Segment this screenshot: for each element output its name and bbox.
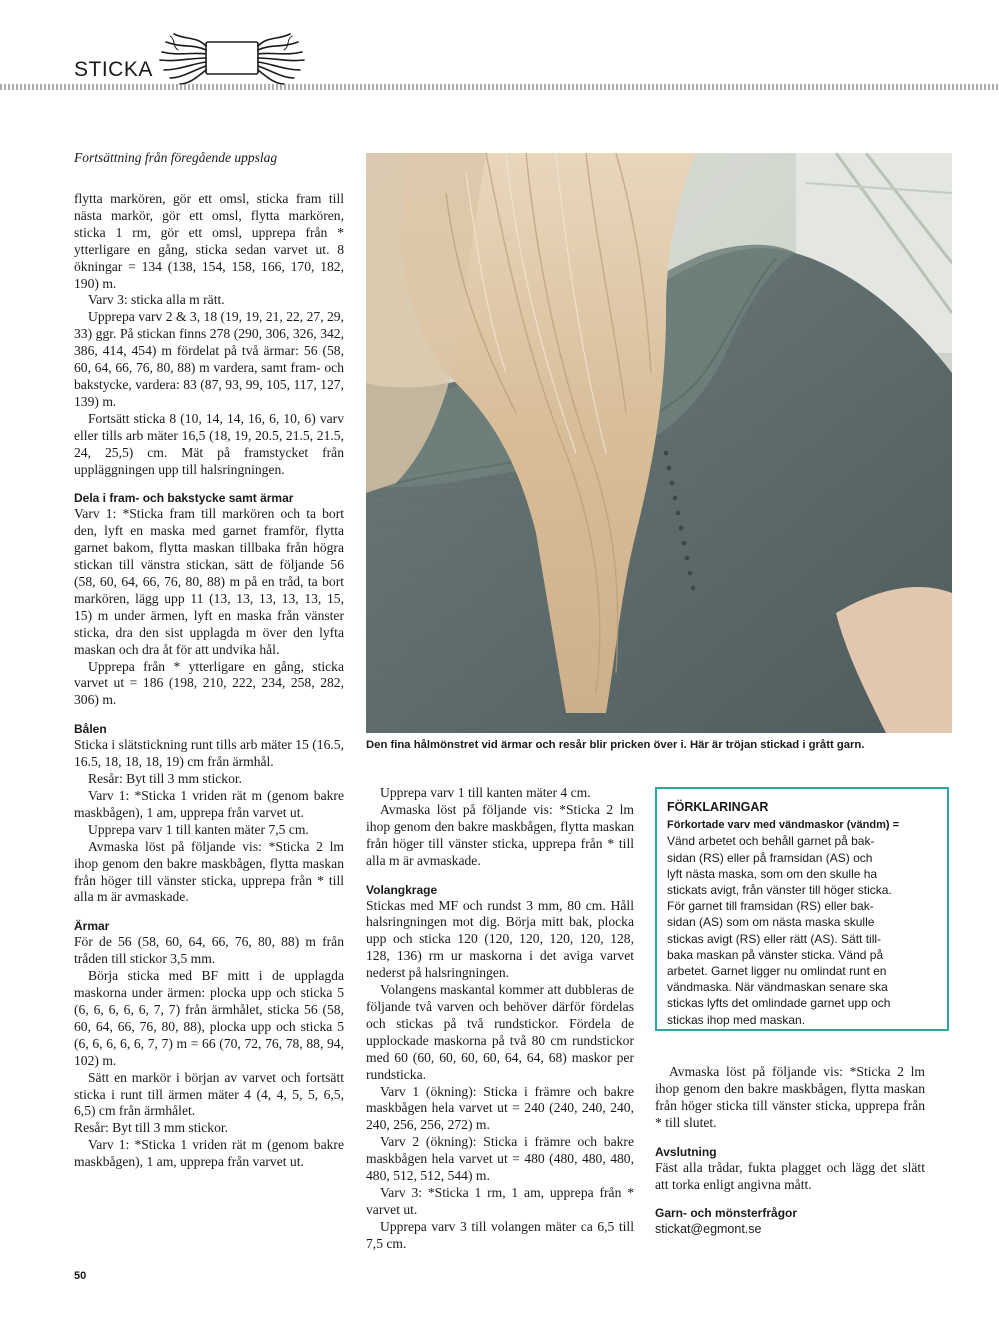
paragraph: Stickas med MF och rundst 3 mm, 80 cm. Håll halsringningen mot dig. Börja mitt bak, plocka upp och sticka 120 (120, 120, 120, 120, 128, 128, 136) rm ur maskorna i det aviga varvet nederst på halsringningen. (366, 897, 634, 981)
paragraph: Varv 3: *Sticka 1 rm, 1 am, upprepa från * varvet ut. (366, 1184, 634, 1217)
box-line: Vänd arbetet och behåll garnet på bak- (667, 834, 875, 849)
paragraph: Sticka i slätstickning runt tills arb mäter 15 (16.5, 16.5, 18, 18, 18, 19) cm från ärmhål. (74, 737, 344, 770)
paragraph: Varv 1: *Sticka 1 vriden rät m (genom bakre maskbågen), 1 am, upprepa från varvet ut. (74, 1137, 344, 1170)
contact-email[interactable]: stickat@egmont.se (655, 1222, 762, 1237)
sweater-photo (366, 153, 952, 733)
paragraph: Fäst alla trådar, fukta plagget och lägg det slätt att torka enligt angivna mått. (655, 1159, 925, 1192)
box-line: baka maskan på vänster sticka. Vänd på (667, 947, 884, 962)
box-line: stickas ihop med maskan. (667, 1012, 806, 1027)
paragraph: Varv 1: *Sticka fram till markören och ta bort den, lyft en maska med garnet framför, flytta garnet bakom, flytta maskan tillbaka från högra stickan till vänstra stickan, sätt de följande 56 (58, 60, 64, 66, 76, 80, 88) m på en tråd, ta bort markören, lägg upp 11 (13, 13, 13, 13, 13, 15, 15) m under ärmen, lyft en maska från vänster sticka, dra den sist upplagda m över den lyfta maskan och dra åt för att undvika hål. (74, 506, 344, 657)
box-line: sidan (AS) som om nästa maska skulle (667, 915, 875, 930)
paragraph: Avmaska löst på följande vis: *Sticka 2 lm ihop genom den bakre maskbågen, flytta maskan från höger sticka till vänster sticka, upprepa från * till slutet. (655, 1064, 925, 1130)
explanations-box (655, 787, 949, 1031)
paragraph: Upprepa varv 3 till volangen mäter ca 6,5 till 7,5 cm. (366, 1218, 634, 1251)
column-right (655, 1064, 925, 1238)
box-line: stickas avigt (RS) eller rätt (AS). Sätt till- (667, 931, 882, 946)
box-line: För garnet till framsidan (RS) eller bak- (667, 899, 874, 914)
paragraph: Varv 1 (ökning): Sticka i främre och bakre maskbågen hela varvet ut = 240 (240, 240, 240, 240, 256, 256, 272) m. (366, 1083, 634, 1133)
paragraph: Upprepa varv 1 till kanten mäter 4 cm. (380, 785, 591, 800)
header-divider (0, 84, 999, 90)
section-heading: Avslutning (655, 1144, 717, 1159)
section-heading: Volangkrage (366, 882, 438, 897)
box-line: vändmaska. När vändmaskan senare ska (667, 980, 888, 995)
column-left (74, 191, 344, 1171)
paragraph: Avmaska löst på följande vis: *Sticka 2 lm ihop genom den bakre maskbågen, flytta maskan från höger till vänster sticka, upprepa från * till alla m är avmaskade. (366, 801, 634, 868)
box-title: FÖRKLARINGAR (667, 800, 769, 814)
paragraph: Varv 3: sticka alla m rätt. (88, 292, 225, 308)
yarn-skein-icon (156, 30, 306, 86)
box-line: lyft nästa maska, som om den skulle ha (667, 866, 878, 881)
box-line: stickats avigt, från vänster till höger sticka. (667, 883, 892, 898)
column-middle (366, 785, 634, 1253)
paragraph: Upprepa varv 1 till kanten mäter 7,5 cm. (88, 821, 309, 837)
photo-caption: Den fina hålmönstret vid ärmar och resår blir pricken över i. Här är tröjan stickad i grått garn. (366, 739, 865, 751)
paragraph: flytta markören, gör ett omsl, sticka fram till nästa markör, gör ett omsl, flytta markören, sticka 1 rm, gör ett omsl, upprepa från * ytterligare en gång, sticka sedan varvet ut. 8 ökningar = 134 (138, 154, 158, 166, 170, 182, 190) m. (74, 191, 344, 291)
paragraph: Börja sticka med BF mitt i de upplagda maskorna under ärmen: plocka upp och sticka 5 (6, 6, 6, 6, 6, 7, 7) från ärmhålet, sticka 56 (58, 60, 64, 66, 76, 80, 88), plocka upp och sticka 5 (6, 6, 6, 6, 6, 7, 7) m = 66 (70, 72, 76, 78, 88, 94, 102) m. (74, 968, 344, 1068)
continued-note: Fortsättning från föregående uppslag (74, 150, 278, 165)
section-heading: Bålen (74, 722, 107, 737)
section-heading: Garn- och mönsterfrågor (655, 1206, 798, 1221)
box-line: stickas lyfts det omlindade garnet upp och (667, 996, 891, 1011)
paragraph: Fortsätt sticka 8 (10, 14, 14, 16, 6, 10, 6) varv eller tills arb mäter 16,5 (18, 19, 20.5, 21.5, 21.5, 24, 25,5) cm. Mät på framstycket från uppläggningen upp till halsringningen. (74, 410, 344, 477)
section-label: STICKA (74, 58, 153, 81)
paragraph: Varv 1: *Sticka 1 vriden rät m (genom bakre maskbågen), 1 am, upprepa från varvet ut. (74, 788, 344, 820)
paragraph: Resår: Byt till 3 mm stickor. (88, 771, 243, 787)
paragraph: Upprepa varv 2 & 3, 18 (19, 19, 21, 22, 27, 29, 33) ggr. På stickan finns 278 (290, 306, 326, 342, 386, 414, 454) m fördelat på två ärmar: 56 (58, 60, 64, 66, 76, 80, 88) m vardera, samt fram- och bakstycke, vardera: 83 (87, 93, 99, 105, 117, 127, 139) m. (74, 309, 344, 409)
paragraph: Resår: Byt till 3 mm stickor. (74, 1120, 229, 1136)
paragraph: För de 56 (58, 60, 64, 66, 76, 80, 88) m från tråden till stickor 3,5 mm. (74, 934, 344, 967)
section-heading: Dela i fram- och bakstycke samt ärmar (74, 491, 294, 506)
paragraph: Upprepa från * ytterligare en gång, sticka varvet ut = 186 (198, 210, 222, 234, 258, 282, 306) m. (74, 658, 344, 708)
paragraph: Varv 2 (ökning): Sticka i främre och bakre maskbågen hela varvet ut = 480 (480, 480, 480, 480, 512, 512, 544) m. (366, 1134, 634, 1184)
page-number: 50 (74, 1270, 87, 1282)
box-line: arbetet. Garnet ligger nu omlindat runt en (667, 964, 887, 979)
box-subtitle: Förkortade varv med vändmaskor (vändm) = (667, 819, 899, 832)
paragraph: Avmaska löst på följande vis: *Sticka 2 lm ihop genom den bakre maskbågen, flytta maskan från höger till vänster sticka, upprepa från * till alla m är avmaskade. (74, 838, 344, 905)
section-heading: Ärmar (74, 919, 110, 934)
paragraph: Sätt en markör i början av varvet och fortsätt sticka i runt till ärmen mäter 4 (4, 4, 5, 5, 6,5, 6,5) cm från ärmhålet. (74, 1069, 344, 1119)
box-line: sidan (RS) eller på framsidan (AS) och (667, 850, 873, 865)
paragraph: Volangens maskantal kommer att dubbleras de följande två varven och behöver därför fördelas och stickas på två rundstickor. Fördela de upplockade maskorna på två 80 cm rundstickor med 60 (60, 60, 60, 60, 64, 64, 68) maskor per rundsticka. (366, 982, 634, 1082)
